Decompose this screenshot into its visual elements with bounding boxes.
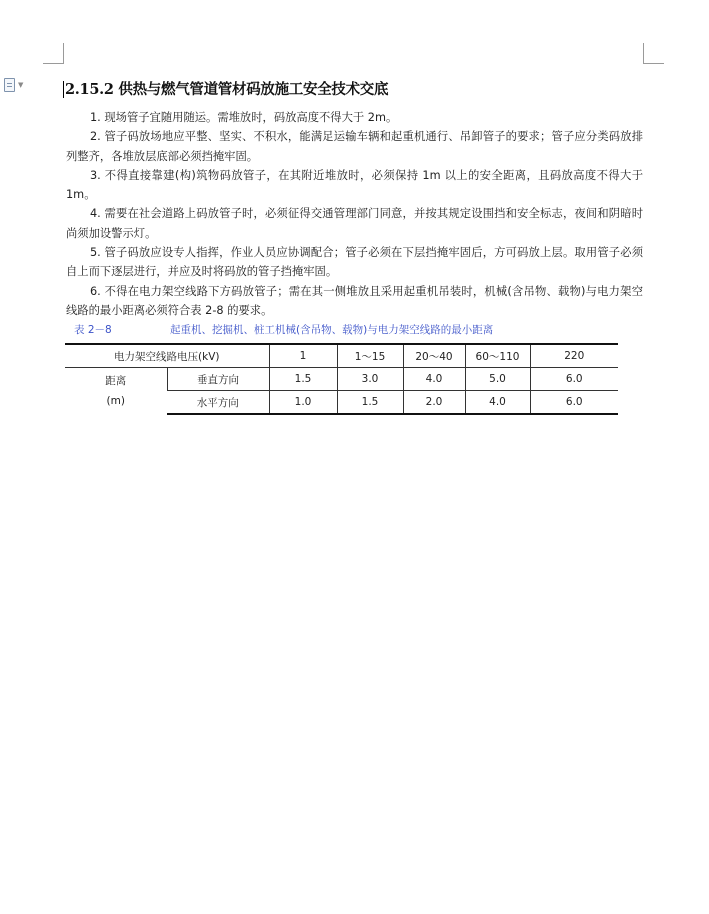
table-row [65,368,618,391]
distance-unit: (m) [106,395,125,407]
value-cell: 1.5 [337,391,403,415]
paragraph-5: 5. 管子码放应设专人指挥，作业人员应协调配合；管子必须在下层挡掩牢固后，方可码放上层。取用管子必须自上而下逐层进行，并应及时将码放的管子挡掩牢固。 [66,246,643,279]
paragraph-2: 2. 管子码放场地应平整、坚实、不积水，能满足运输车辆和起重机通行、吊卸管子的要求；管子应分类码放排列整齐，各堆放层底部必须挡掩牢固。 [66,130,643,163]
paragraph-4: 4. 需要在社会道路上码放管子时，必须征得交通管理部门同意，并按其规定设围挡和安全标志，夜间和阴暗时尚须加设警示灯。 [66,207,643,240]
body-text [66,108,643,320]
value-cell: 6.0 [530,391,618,415]
voltage-cell: 1～15 [337,344,403,368]
distance-label-cell [65,368,167,415]
voltage-cell: 20～40 [403,344,465,368]
distance-label: 距离 [105,375,127,387]
voltage-cell: 220 [530,344,618,368]
section-heading [63,78,643,99]
direction-cell: 水平方向 [167,391,269,415]
table-caption-label: 表 2－8 [74,324,112,336]
value-cell: 3.0 [337,368,403,391]
text-cursor [63,81,64,98]
paragraph-menu-button[interactable] [4,77,34,93]
chevron-down-icon: ▼ [18,81,24,89]
crop-mark-top-left-vertical [63,43,64,64]
direction-cell: 垂直方向 [167,368,269,391]
value-cell: 6.0 [530,368,618,391]
voltage-cell: 60～110 [465,344,530,368]
value-cell: 4.0 [403,368,465,391]
paragraph-3: 3. 不得直接靠建(构)筑物码放管子，在其附近堆放时，必须保持 1m 以上的安全距离，且码放高度不得大于 1m。 [66,168,643,202]
document-icon [4,78,15,92]
crop-mark-top-right-horizontal [643,63,664,64]
distance-table [65,343,618,415]
table-row [65,344,618,368]
crop-mark-top-left-horizontal [43,63,64,64]
table-caption-title: 起重机、挖掘机、桩工机械(含吊物、载物)与电力架空线路的最小距离 [170,324,494,336]
voltage-cell: 1 [269,344,337,368]
value-cell: 1.0 [269,391,337,415]
value-cell: 4.0 [465,391,530,415]
paragraph-6: 6. 不得在电力架空线路下方码放管子；需在其一侧堆放且采用起重机吊装时，机械(含吊物、载物)与电力架空线路的最小距离必须符合表 2-8 的要求。 [66,284,643,317]
paragraph-1: 1. 现场管子宜随用随运。需堆放时，码放高度不得大于 2m。 [90,111,398,124]
voltage-header-cell: 电力架空线路电压(kV) [65,344,269,368]
value-cell: 1.5 [269,368,337,391]
section-heading-text: 2.15.2 供热与燃气管道管材码放施工安全技术交底 [65,81,389,98]
value-cell: 2.0 [403,391,465,415]
table-caption [74,322,619,338]
value-cell: 5.0 [465,368,530,391]
crop-mark-top-right-vertical [643,43,644,64]
